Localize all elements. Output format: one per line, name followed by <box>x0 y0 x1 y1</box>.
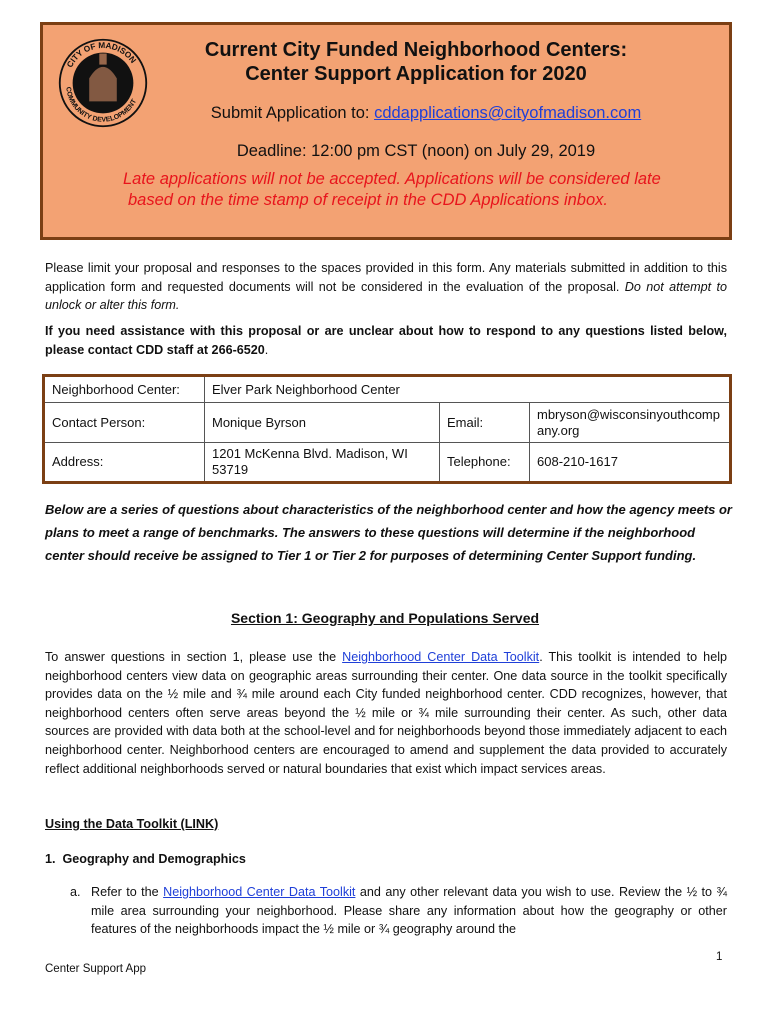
section1-paragraph <box>45 648 727 778</box>
submit-email-link[interactable]: cddapplications@cityofmadison.com <box>374 104 642 122</box>
intro-text: Please limit your proposal and responses to the spaces provided in this form. Any materials submitted in addition to this application form and requested documents will not be considered in the evaluation of the proposal. <box>45 261 727 294</box>
title-line-2: Center Support Application for 2020 <box>245 63 587 85</box>
deadline: Deadline: 12:00 pm CST (noon) on July 29, 2019 <box>236 142 596 160</box>
email-label: Email: <box>440 403 530 443</box>
address-value[interactable]: 1201 McKenna Blvd. Madison, WI 53719 <box>205 443 440 483</box>
p-start: To answer questions in section 1, please use the <box>45 650 343 664</box>
title-line-1: Current City Funded Neighborhood Centers: <box>204 39 628 61</box>
header-box <box>40 22 732 240</box>
phone-label: Telephone: <box>440 443 530 483</box>
center-value[interactable]: Elver Park Neighborhood Center <box>205 376 731 403</box>
email-value[interactable]: mbryson@wisconsinyouthcomp any.org <box>530 403 731 443</box>
data-toolkit-link-2[interactable]: Neighborhood Center Data Toolkit <box>163 885 356 899</box>
question-a-marker: a. <box>70 885 81 899</box>
assistance-note <box>45 322 727 359</box>
p-rest: . This toolkit is intended to help neighborhood centers view data on geographic areas surrounding their center. One data source in the toolkit specifically provides data on the ½ mile and ¾ mile around each City funded neighborhood center. CDD recognizes, however, that neighborhood centers often serve areas beyond the ½ mile or ¾ mile surrounding their center. As such, other data sources are provided with data both at the school-level and for neighborhoods beyond those immediately adjacent to each neighborhood center. Neighborhood centers are encouraged to amend and supplement the data provided to accurately reflect additional neighborhoods served or natural boundaries that exist which impact services areas. <box>45 650 727 776</box>
question1-heading: 1. Geography and Demographics <box>45 852 246 866</box>
data-toolkit-link[interactable]: Neighborhood Center Data Toolkit <box>342 650 540 664</box>
svg-text:COMMUNITY DEVELOPMENT: COMMUNITY DEVELOPMENT <box>64 86 139 124</box>
phone-value[interactable]: 608-210-1617 <box>530 443 731 483</box>
assist-end: . <box>264 342 269 357</box>
late-warning-line-2: based on the time stamp of receipt in the CDD Applications inbox. <box>128 191 608 209</box>
qa-rest: and any other relevant data you wish to use. Review the ½ to ¾ mile area surrounding your neighborhood. Please share any information about how the geography or other features of the neighborhoods impact the ½ mile or ¾ geography around the <box>91 885 727 937</box>
page-number: 1 <box>716 951 723 963</box>
section1-heading: Section 1: Geography and Populations Served <box>230 610 540 626</box>
footer-label: Center Support App <box>45 963 147 975</box>
contact-label: Contact Person: <box>44 403 205 443</box>
assist-text: If you need assistance with this proposal or are unclear about how to respond to any questions listed below, please contact CDD staff at 266-6520 <box>45 324 727 357</box>
question-a-text <box>91 883 727 939</box>
intro-paragraph <box>45 259 727 315</box>
svg-text:CITY OF MADISON: CITY OF MADISON <box>65 40 138 70</box>
intro-italic: Do not attempt to unlock or alter this form. <box>45 279 728 313</box>
submit-label: Submit Application to: <box>210 104 375 122</box>
toolkit-heading: Using the Data Toolkit (LINK) <box>45 817 219 831</box>
center-label: Neighborhood Center: <box>44 376 205 403</box>
late-warning-line-1: Late applications will not be accepted. Applications will be considered late <box>123 170 661 188</box>
tier-note: Below are a series of questions about characteristics of the neighborhood center and how the agency meets or plans to meet a range of benchmarks. The answers to these questions will determine if the neighborhood center should receive be assigned to Tier 1 or Tier 2 for purposes of determining Center Support funding. <box>45 502 732 563</box>
qa-start: Refer to the <box>91 885 164 899</box>
address-label: Address: <box>44 443 205 483</box>
submit-line <box>43 104 729 123</box>
info-table <box>42 374 732 484</box>
contact-value[interactable]: Monique Byrson <box>205 403 440 443</box>
